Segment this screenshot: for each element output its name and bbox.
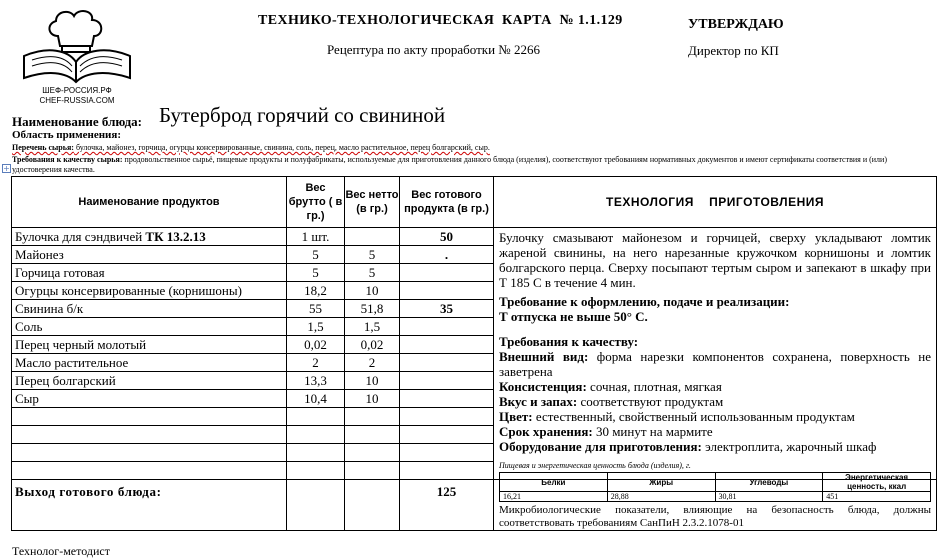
taste-text: соответствуют продуктам xyxy=(577,394,724,409)
product-name: Огурцы консервированные (корнишоны) xyxy=(12,282,287,300)
raw-materials-list xyxy=(12,143,937,153)
director-label: Директор по КП xyxy=(688,43,779,58)
storage-text: 30 минут на мармите xyxy=(592,424,713,439)
consistency-label: Консистенция: xyxy=(499,379,587,394)
nutrition-header-protein: Белки xyxy=(500,473,608,492)
look-text: форма нарезки компонентов сохранена, поверхность не заветрена xyxy=(499,349,931,379)
logo-line-ru: ШЕФ-РОССИЯ.РФ xyxy=(42,86,112,95)
look-label: Внешний вид: xyxy=(499,349,589,364)
consistency-text: сочная, плотная, мягкая xyxy=(586,379,722,394)
product-tk-ref: ТК 13.2.13 xyxy=(145,229,206,244)
product-finished xyxy=(400,444,494,462)
product-name xyxy=(12,462,287,480)
serving-text: Т отпуска не выше 50° С. xyxy=(499,309,648,324)
technology-heading: ТЕХНОЛОГИЯ ПРИГОТОВЛЕНИЯ xyxy=(606,194,824,209)
table-move-handle-icon[interactable]: + xyxy=(3,164,10,173)
product-gross: 10,4 xyxy=(287,390,345,408)
header-finished: Вес готового продукта (в гр.) xyxy=(400,177,494,228)
approve-label: УТВЕРЖДАЮ xyxy=(688,17,784,32)
microbiology-text: Микробиологические показатели, влияющие на безопасность блюда, должны соответствовать требованиям СанПиН 2.3.2.1078-01 xyxy=(499,504,931,529)
product-name: Свинина б/к xyxy=(12,300,287,318)
product-gross xyxy=(287,426,345,444)
storage xyxy=(499,424,931,439)
yield-row xyxy=(12,480,937,531)
storage-label: Срок хранения: xyxy=(499,424,593,439)
recipe-act: Рецептура по акту проработки № 2266 xyxy=(327,42,540,57)
product-finished xyxy=(400,264,494,282)
raw-materials-label: Перечень сырья: xyxy=(12,143,74,152)
product-name: Перец болгарский xyxy=(12,372,287,390)
product-name xyxy=(12,408,287,426)
product-net xyxy=(345,408,400,426)
product-gross xyxy=(287,462,345,480)
product-gross: 5 xyxy=(287,264,345,282)
table-header-row xyxy=(12,177,937,228)
product-finished: . xyxy=(400,246,494,264)
quality-taste xyxy=(499,394,931,409)
product-finished xyxy=(400,408,494,426)
product-name: Майонез xyxy=(12,246,287,264)
product-name: Горчица готовая xyxy=(12,264,287,282)
product-gross xyxy=(287,408,345,426)
raw-requirements xyxy=(12,155,937,175)
product-finished: 50 xyxy=(400,228,494,246)
product-finished xyxy=(400,354,494,372)
header-gross: Вес брутто ( в гр.) xyxy=(287,177,345,228)
nutrition-fat: 28,88 xyxy=(607,492,715,502)
product-net: 2 xyxy=(345,354,400,372)
product-gross xyxy=(287,444,345,462)
nutrition-header-row xyxy=(500,473,931,492)
yield-label: Выход готового блюда: xyxy=(12,480,287,531)
product-net xyxy=(345,426,400,444)
raw-requirements-label: Требования к качеству сырья: xyxy=(12,155,123,164)
logo xyxy=(18,6,136,106)
product-gross: 1,5 xyxy=(287,318,345,336)
header-net: Вес нетто (в гр.) xyxy=(345,177,400,228)
product-finished: 35 xyxy=(400,300,494,318)
product-name: Соль xyxy=(12,318,287,336)
product-finished xyxy=(400,372,494,390)
taste-label: Вкус и запах: xyxy=(499,394,578,409)
serving-title: Требование к оформлению, подаче и реализации: xyxy=(499,294,790,309)
product-finished xyxy=(400,318,494,336)
nutrition-energy: 451 xyxy=(823,492,931,502)
yield-value: 125 xyxy=(400,480,494,531)
yield-gross xyxy=(287,480,345,531)
product-net: 10 xyxy=(345,372,400,390)
technology-cell xyxy=(494,228,937,480)
quality-color xyxy=(499,409,931,424)
product-gross: 0,02 xyxy=(287,336,345,354)
technology-text: Булочку смазывают майонезом и горчицей, сверху укладывают ломтик жареной свинины, на него нарезанные кружочком корнишоны и ломтик болгарского перца. Сверху посыпают тертым сыром и запекают в шкафу при Т 185 С в течение 4 мин. xyxy=(499,230,931,290)
product-name xyxy=(12,426,287,444)
product-gross: 18,2 xyxy=(287,282,345,300)
product-net xyxy=(345,228,400,246)
product-gross: 2 xyxy=(287,354,345,372)
product-net: 10 xyxy=(345,282,400,300)
application-area-label: Область применения: xyxy=(12,129,121,141)
recipe-table xyxy=(11,176,937,531)
product-net: 10 xyxy=(345,390,400,408)
chef-hat-book-icon xyxy=(18,6,136,86)
product-net: 0,02 xyxy=(345,336,400,354)
nutrition-carbs: 30,81 xyxy=(715,492,823,502)
product-finished xyxy=(400,426,494,444)
product-finished xyxy=(400,390,494,408)
product-name-text: Булочка для сэндвичей xyxy=(15,229,146,244)
nutrition-header-carbs: Углеводы xyxy=(715,473,823,492)
product-finished xyxy=(400,462,494,480)
nutrition-value-row xyxy=(500,492,931,502)
product-name xyxy=(12,228,287,246)
nutrition-protein: 16,21 xyxy=(500,492,608,502)
product-gross: 13,3 xyxy=(287,372,345,390)
product-net: 51,8 xyxy=(345,300,400,318)
quality-consistency xyxy=(499,379,931,394)
nutrition-caption: Пищевая и энергетическая ценность блюда (изделия), г. xyxy=(499,461,691,470)
color-label: Цвет: xyxy=(499,409,533,424)
product-finished xyxy=(400,282,494,300)
quality-look xyxy=(499,349,931,379)
product-name: Сыр xyxy=(12,390,287,408)
nutrition-header-fat: Жиры xyxy=(607,473,715,492)
product-gross: 55 xyxy=(287,300,345,318)
header-technology xyxy=(494,177,937,228)
product-name xyxy=(12,444,287,462)
product-net xyxy=(345,444,400,462)
equipment xyxy=(499,439,931,454)
technologist-label: Технолог-методист xyxy=(12,544,110,558)
equipment-label: Оборудование для приготовления: xyxy=(499,439,702,454)
nutrition-table xyxy=(499,472,931,502)
product-net: 5 xyxy=(345,246,400,264)
nutrition-cell xyxy=(494,461,937,531)
dish-label: Наименование блюда: xyxy=(12,114,142,129)
table-row xyxy=(12,228,937,246)
card-title: ТЕХНИКО-ТЕХНОЛОГИЧЕСКАЯ КАРТА № 1.1.129 xyxy=(258,13,623,28)
product-name: Масло растительное xyxy=(12,354,287,372)
product-net: 5 xyxy=(345,264,400,282)
equipment-text: электроплита, жарочный шкаф xyxy=(701,439,877,454)
quality-title: Требования к качеству: xyxy=(499,334,639,349)
product-finished xyxy=(400,336,494,354)
product-net: 1,5 xyxy=(345,318,400,336)
product-name: Перец черный молотый xyxy=(12,336,287,354)
product-gross: 1 шт. xyxy=(287,228,345,246)
header-product-name: Наименование продуктов xyxy=(12,177,287,228)
nutrition-header-energy: Энергетическая ценность, ккал xyxy=(823,473,931,492)
logo-line-en: CHEF-RUSSIA.COM xyxy=(39,96,115,105)
raw-materials-text: булочка, майонез, горчица, огурцы консервированные, свинина, соль, перец, масло растительное, перец болгарский, сыр. xyxy=(73,143,490,152)
product-net xyxy=(345,462,400,480)
dish-name: Бутерброд горячий со свининой xyxy=(159,103,446,127)
color-text: естественный, свойственный использованным продуктам xyxy=(532,409,855,424)
yield-net xyxy=(345,480,400,531)
product-gross: 5 xyxy=(287,246,345,264)
raw-requirements-text: продовольственное сырьё, пищевые продукты и полуфабрикаты, используемые для приготовления данного блюда (изделия), соответствуют требованиям нормативных документов и имеют сертификаты соответствия и (или) удостоверения качества. xyxy=(12,155,887,174)
